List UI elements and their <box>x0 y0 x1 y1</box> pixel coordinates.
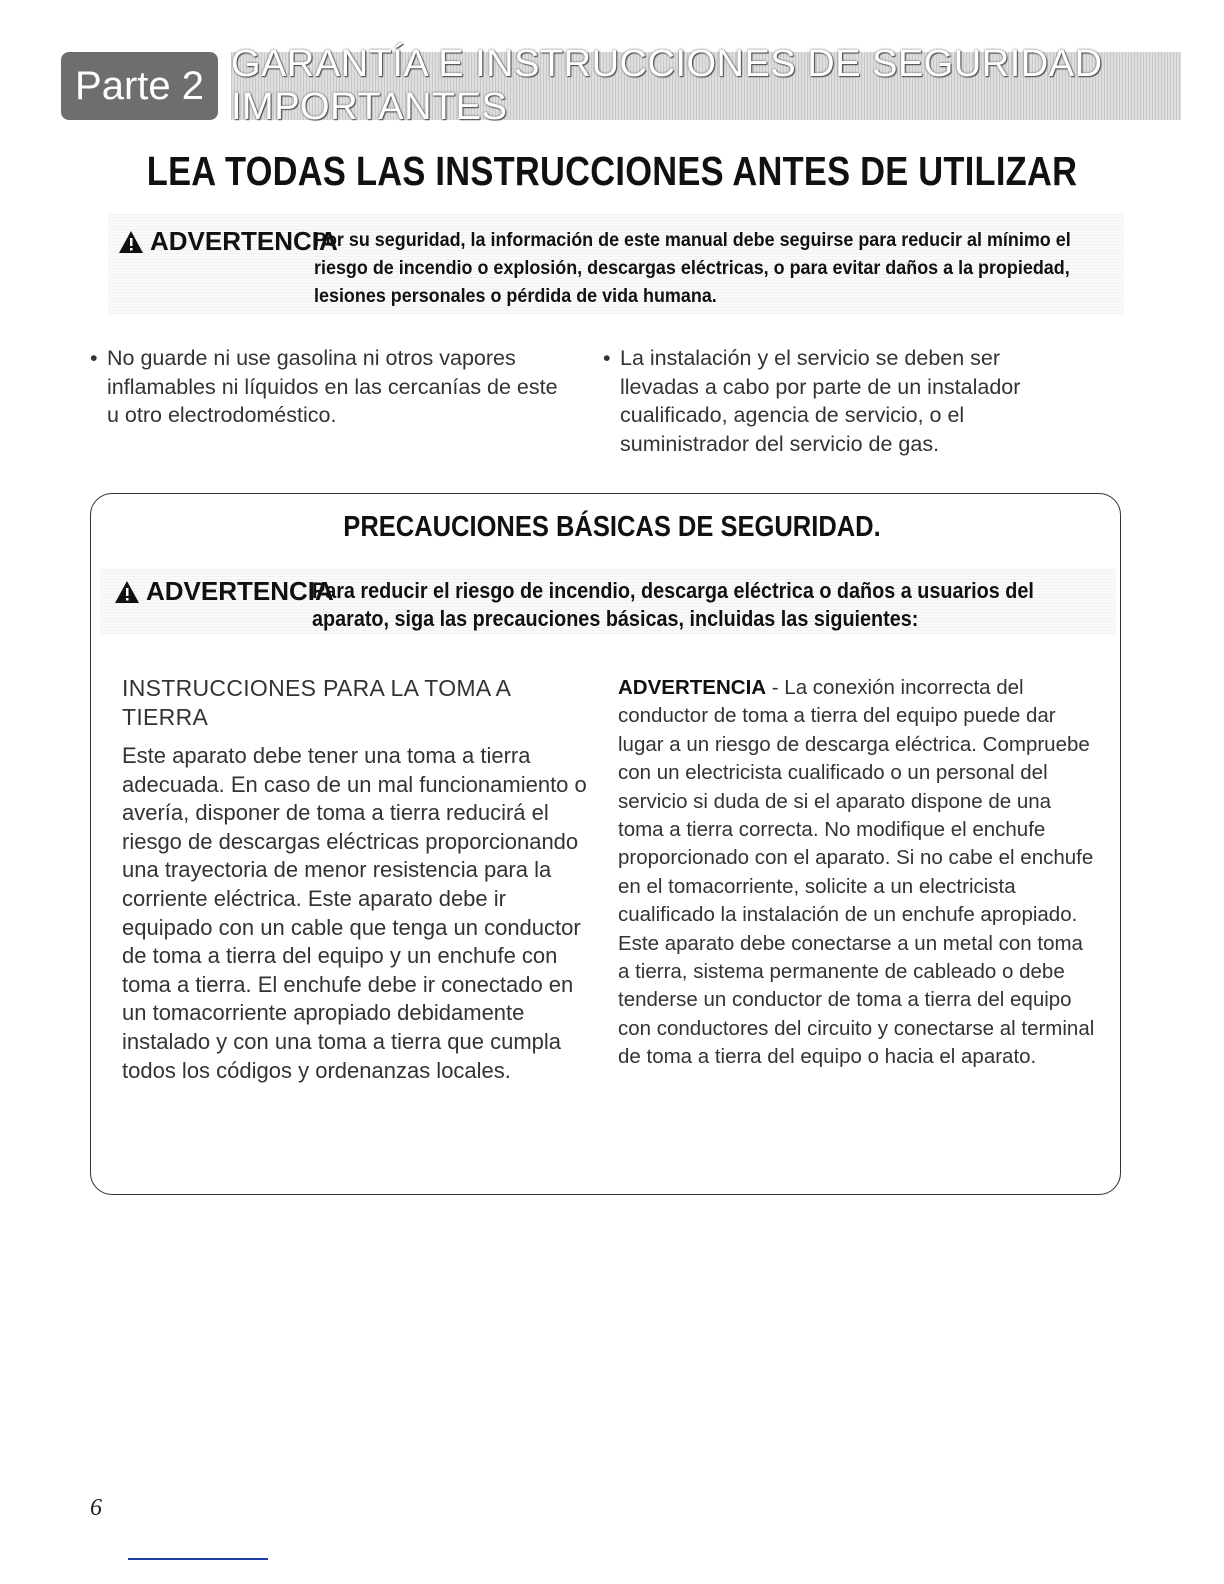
precautions-warning-label-text: ADVERTENCIA <box>146 576 334 606</box>
footer-rule <box>128 1558 268 1560</box>
precautions-warning-text: Para reducir el riesgo de incendio, descarga eléctrica o daños a usuarios del aparato, siga las precauciones básicas, incluidas las siguientes: <box>312 578 1034 631</box>
grounding-heading: INSTRUCCIONES PARA LA TOMA A TIERRA <box>122 675 511 730</box>
bullet-dot-icon: • <box>603 346 611 370</box>
grounding-warning-text: - La conexión incorrecta del conductor de toma a tierra del equipo puede dar lugar a un riesgo de descarga eléctrica. Compruebe con un electricista cualificado o un personal del servicio si duda de si el aparato dispone de una toma a tierra correcta. No modifique el enchufe proporcionado con el aparato. Si no cabe el enchufe en el tomacorriente, solicite a un electricista cualificado la instalación de un enchufe apropiado. Este aparato debe conectarse a un metal con toma a tierra, sistema permanente de cableado o debe tenderse un conductor de toma a tierra del equipo con conductores del circuito y conectarse al terminal de toma a tierra del equipo o hacia el aparato. <box>618 676 1095 1069</box>
bullet-dot-icon: • <box>90 346 98 370</box>
page-number: 6 <box>90 1495 102 1521</box>
grounding-body: Este aparato debe tener una toma a tierra adecuada. En caso de un mal funcionamiento o avería, disponer de toma a tierra reducirá el riesgo de descargas eléctricas proporcionando una trayectoria de menor resistencia para la corriente eléctrica. Este aparato debe ir equipado con un cable que tenga un conductor de toma a tierra del equipo y un enchufe con toma a tierra. El enchufe debe ir conectado en un tomacorriente apropiado debidamente instalado y con una toma a tierra que cumpla todos los códigos y ordenanzas locales. <box>122 743 587 1083</box>
bullet-left <box>90 344 560 430</box>
bullet-right <box>603 344 1073 458</box>
section-title: GARANTÍA E INSTRUCCIONES DE SEGURIDAD IMPORTANTES <box>231 52 1181 120</box>
grounding-warning <box>618 674 1098 1072</box>
top-warning-label <box>118 226 338 257</box>
grounding-warning-lead: ADVERTENCIA <box>618 676 767 699</box>
precautions-title: PRECAUCIONES BÁSICAS DE SEGURIDAD. <box>343 511 881 543</box>
part-badge: Parte 2 <box>61 52 218 120</box>
bullet-text: No guarde ni use gasolina ni otros vapores inflamables ni líquidos en las cercanías de este u otro electrodoméstico. <box>107 346 558 427</box>
warning-triangle-icon <box>114 580 140 604</box>
warning-triangle-icon <box>118 230 144 254</box>
precautions-warning-label <box>114 576 334 607</box>
top-warning-text: Por su seguridad, la información de este manual debe seguirse para reducir al mínimo el riesgo de incendio o explosión, descargas eléctricas, o para evitar daños a la propiedad, lesiones personales o pérdida de vida humana. <box>314 229 1071 307</box>
section-header <box>61 43 1181 128</box>
main-heading: LEA TODAS LAS INSTRUCCIONES ANTES DE UTILIZAR <box>146 148 1078 194</box>
bullet-text: La instalación y el servicio se deben ser llevadas a cabo por parte de un instalador cualificado, agencia de servicio, o el suministrador del servicio de gas. <box>620 346 1021 456</box>
top-warning-label-text: ADVERTENCIA <box>150 226 338 256</box>
